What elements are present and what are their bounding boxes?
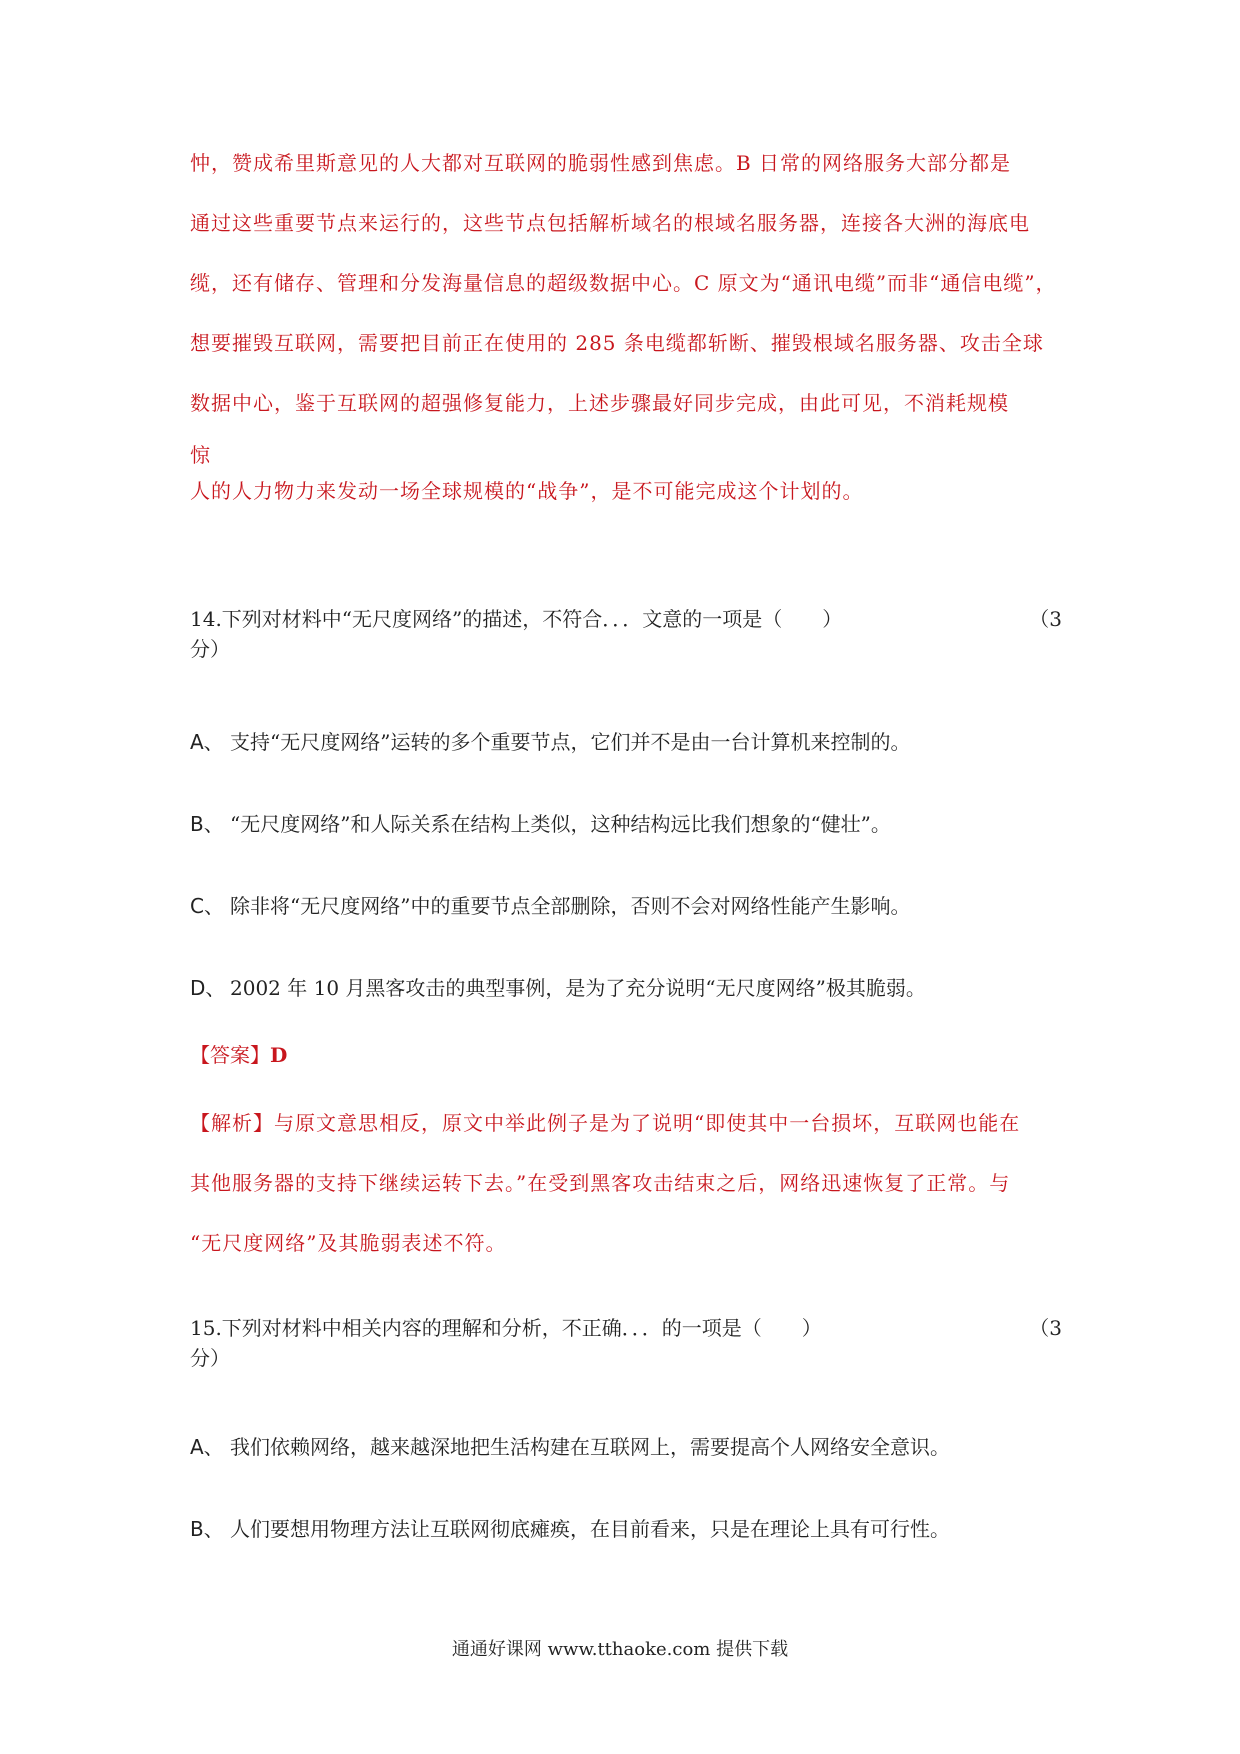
question-15-score-unit: 分） (190, 1346, 230, 1370)
analysis-label: 【解析】 (190, 1111, 274, 1135)
analysis-line: 通过这些重要节点来运行的，这些节点包括解析域名的根域名服务器，连接各大洲的海底电 (190, 211, 1030, 235)
analysis-line: 忡，赞成希里斯意见的人大都对互联网的脆弱性感到焦虑。B 日常的网络服务大部分都是 (190, 151, 1012, 175)
question-15-option-a (190, 1433, 1070, 1461)
analysis-line (190, 1110, 1070, 1170)
question-15-option-b (190, 1515, 1070, 1543)
option-text: 除非将“无尺度网络”中的重要节点全部删除，否则不会对网络性能产生影响。 (230, 894, 911, 918)
analysis-line: 想要摧毁互联网，需要把目前正在使用的 285 条电缆都斩断、摧毁根域名服务器、攻击全球 (190, 331, 1044, 355)
option-text: 支持“无尺度网络”运转的多个重要节点，它们并不是由一台计算机来控制的。 (230, 730, 911, 754)
option-letter: A、 (190, 1435, 224, 1459)
analysis-line: 缆，还有储存、管理和分发海量信息的超级数据中心。C 原文为“通讯电缆”而非“通信电缆”， (190, 271, 1057, 295)
analysis-line: 人的人力物力来发动一场全球规模的“战争”，是不可能完成这个计划的。 (190, 479, 864, 503)
question-14-score: （3 (1029, 607, 1062, 631)
option-text: “无尺度网络”和人际关系在结构上类似，这种结构远比我们想象的“健壮”。 (230, 812, 891, 836)
question-14-analysis (190, 1110, 1070, 1290)
answer-value: D (270, 1043, 288, 1067)
option-text: 人们要想用物理方法让互联网彻底瘫痪，在目前看来，只是在理论上具有可行性。 (230, 1517, 950, 1541)
question-14-score-unit: 分） (190, 637, 230, 661)
option-letter: A、 (190, 730, 224, 754)
question-14-option-d (190, 974, 1070, 1002)
analysis-line: 数据中心，鉴于互联网的超强修复能力，上述步骤最好同步完成，由此可见，不消耗规模 (190, 391, 1009, 415)
option-text: 2002 年 10 月黑客攻击的典型事例，是为了充分说明“无尺度网络”极其脆弱。 (230, 976, 926, 1000)
page-footer: 通通好课网 www.tthaoke.com 提供下载 (451, 1639, 789, 1660)
question-15-stem (190, 1313, 1070, 1373)
option-text: 我们依赖网络，越来越深地把生活构建在互联网上，需要提高个人网络安全意识。 (230, 1435, 950, 1459)
question-14-text: 14.下列对材料中“无尺度网络”的描述，不符合．．．文意的一项是（ ） (190, 607, 843, 631)
question-15-score: （3 (1029, 1316, 1062, 1340)
analysis-line: “无尺度网络”及其脆弱表述不符。 (190, 1231, 507, 1255)
analysis-line: 其他服务器的支持下继续运转下去。”在受到黑客攻击结束之后，网络迅速恢复了正常。与 (190, 1171, 1011, 1195)
question-14-stem (190, 604, 1070, 664)
question-14-option-b (190, 810, 1070, 838)
analysis-line: 惊 (190, 443, 211, 467)
question-15-text: 15.下列对材料中相关内容的理解和分析，不正确．．．的一项是（ ） (190, 1316, 822, 1340)
question-14-option-a (190, 728, 1070, 756)
option-letter: B、 (190, 812, 224, 836)
option-letter: B、 (190, 1517, 224, 1541)
option-letter: D、 (190, 976, 226, 1000)
answer-label: 【答案】 (190, 1043, 270, 1067)
option-letter: C、 (190, 894, 224, 918)
question-14-option-c (190, 892, 1070, 920)
analysis-text: 与原文意思相反，原文中举此例子是为了说明“即使其中一台损坏，互联网也能在 (274, 1111, 1021, 1135)
analysis-continuation (190, 150, 1070, 538)
question-14-answer (190, 1041, 1070, 1069)
